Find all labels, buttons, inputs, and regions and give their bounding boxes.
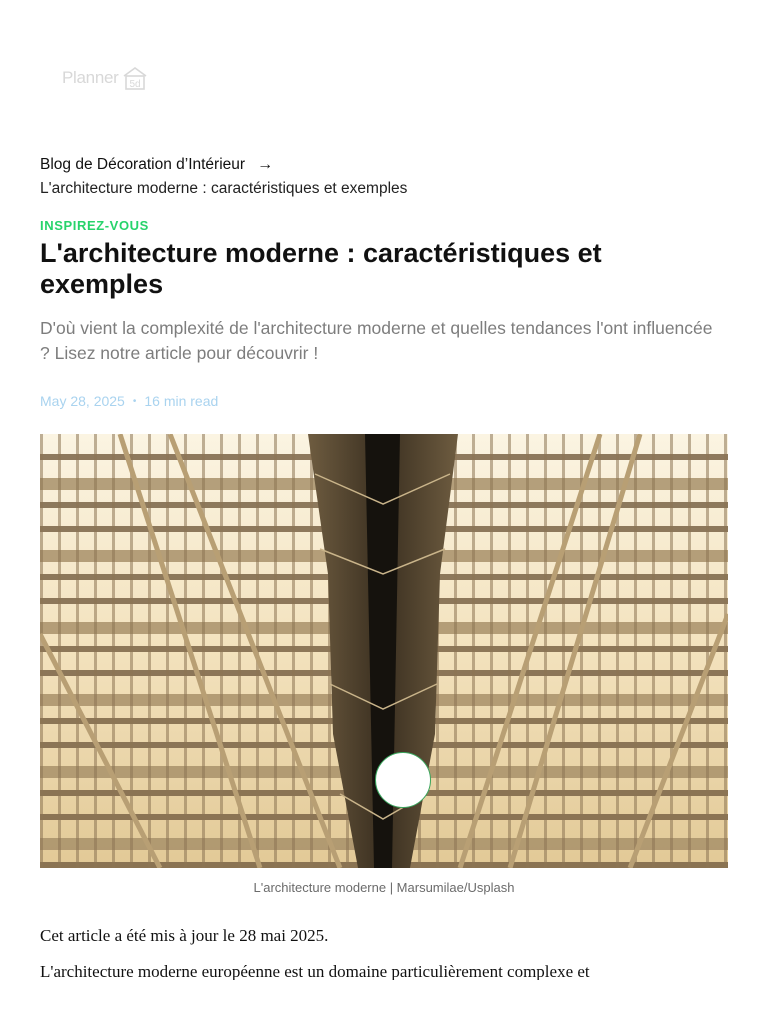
logo-text: Planner [62,68,119,87]
site-logo[interactable] [62,64,149,92]
image-caption: L'architecture moderne | Marsumilae/Usplash [253,880,515,895]
read-time: 16 min read [144,393,219,409]
breadcrumb-current: L'architecture moderne : caractéristiques et exemples [40,180,408,197]
article-paragraph: Cet article a été mis à jour le 28 mai 2025. [40,926,329,945]
arrow-right-icon: → [257,156,274,173]
ceiling-photo [40,434,728,868]
article-meta [40,393,218,409]
breadcrumb [40,156,273,174]
breadcrumb-parent-link[interactable]: Blog de Décoration d’Intérieur [40,156,246,173]
hero-image [40,434,728,868]
meta-separator: • [132,395,137,407]
article-subtitle: D'où vient la complexité de l'architecture moderne et quelles tendances l'ont influencée ? Lisez notre article pour découvrir ! [40,318,713,363]
page-title: L'architecture moderne : caractéristiques et exemples [40,238,602,299]
house-logo-icon [121,64,149,92]
image-overlay-dot[interactable] [375,752,431,808]
publish-date: May 28, 2025 [40,393,125,409]
article-paragraph: L'architecture moderne européenne est un domaine particulièrement complexe et [40,962,590,980]
category-link[interactable]: INSPIREZ-VOUS [40,218,149,233]
logo-badge: 5d [128,79,141,90]
